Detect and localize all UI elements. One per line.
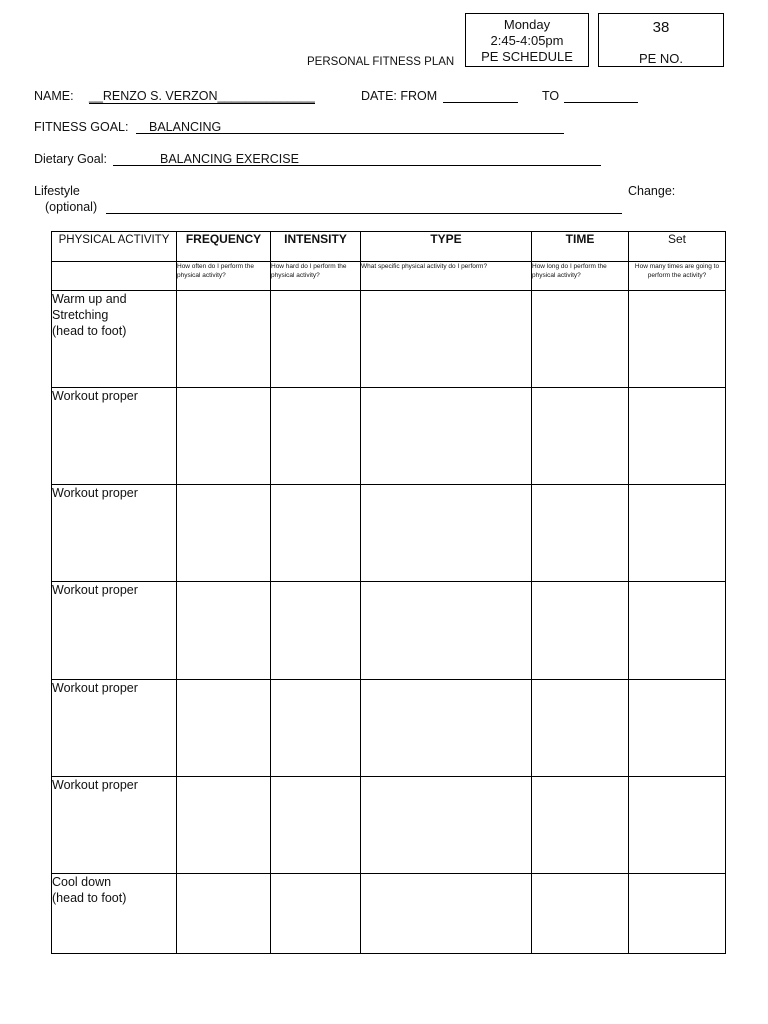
table-row [52,291,726,388]
dietary-goal-label: Dietary Goal: [34,152,107,166]
set-cell[interactable] [629,679,726,776]
type-cell[interactable] [361,776,532,873]
time-cell[interactable] [532,679,629,776]
schedule-label: PE SCHEDULE [481,49,573,64]
set-cell[interactable] [629,388,726,485]
name-value: __RENZO S. VERZON______________ [89,89,315,103]
subheader-type: What specific physical activity do I perform? [361,262,532,291]
fitness-plan-table [51,231,726,954]
pe-number: 38 [652,19,670,36]
table-row [52,776,726,873]
lifestyle-change-field[interactable] [106,200,622,214]
frequency-cell[interactable] [177,873,271,953]
type-cell[interactable] [361,873,532,953]
table-header-row [52,232,726,262]
type-cell[interactable] [361,485,532,582]
header-time: TIME [532,232,629,262]
time-cell[interactable] [532,776,629,873]
table-row [52,873,726,953]
intensity-cell[interactable] [271,291,361,388]
subheader-frequency: How often do I perform the physical activity? [177,262,271,291]
pe-schedule-box [465,13,589,67]
activity-workout-proper: Workout proper [52,776,177,873]
frequency-cell[interactable] [177,291,271,388]
frequency-cell[interactable] [177,388,271,485]
intensity-cell[interactable] [271,582,361,679]
time-cell[interactable] [532,291,629,388]
table-row [52,679,726,776]
optional-label: (optional) [45,200,98,214]
frequency-cell[interactable] [177,582,271,679]
date-to-label: TO [542,89,560,103]
intensity-cell[interactable] [271,776,361,873]
header-frequency: FREQUENCY [177,232,271,262]
subheader-time: How long do I perform the physical activity? [532,262,629,291]
intensity-cell[interactable] [271,485,361,582]
intensity-cell[interactable] [271,679,361,776]
subheader-set: How many times are going to perform the activity? [629,262,726,291]
activity-workout-proper: Workout proper [52,388,177,485]
frequency-cell[interactable] [177,679,271,776]
lifestyle-label: Lifestyle [34,184,80,198]
pe-number-box [598,13,724,67]
set-cell[interactable] [629,291,726,388]
schedule-time: 2:45-4:05pm [490,33,564,48]
time-cell[interactable] [532,485,629,582]
type-cell[interactable] [361,582,532,679]
header-intensity: INTENSITY [271,232,361,262]
type-cell[interactable] [361,291,532,388]
time-cell[interactable] [532,582,629,679]
pe-number-label: PE NO. [638,51,684,66]
activity-workout-proper: Workout proper [52,679,177,776]
fitness-goal-value: BALANCING [149,120,222,134]
table-subheader-row [52,262,726,291]
activity-warm-up: Warm up and Stretching (head to foot) [52,291,177,388]
fitness-goal-label: FITNESS GOAL: [34,120,129,134]
header-type: TYPE [361,232,532,262]
table-row [52,388,726,485]
schedule-day: Monday [503,17,551,32]
intensity-cell[interactable] [271,873,361,953]
type-cell[interactable] [361,679,532,776]
date-from-field[interactable] [443,90,518,103]
page-title: PERSONAL FITNESS PLAN [307,56,455,68]
activity-cool-down: Cool down (head to foot) [52,873,177,953]
set-cell[interactable] [629,582,726,679]
activity-workout-proper: Workout proper [52,582,177,679]
table-row [52,485,726,582]
type-cell[interactable] [361,388,532,485]
header-set: Set [629,232,726,262]
set-cell[interactable] [629,873,726,953]
table-row [52,582,726,679]
date-to-field[interactable] [564,90,638,103]
header-physical-activity: PHYSICAL ACTIVITY [52,232,177,262]
activity-workout-proper: Workout proper [52,485,177,582]
intensity-cell[interactable] [271,388,361,485]
frequency-cell[interactable] [177,485,271,582]
change-label: Change: [628,184,676,198]
frequency-cell[interactable] [177,776,271,873]
dietary-goal-value: BALANCING EXERCISE [160,152,299,166]
name-label: NAME: [34,89,74,103]
set-cell[interactable] [629,776,726,873]
subheader-intensity: How hard do I perform the physical activity? [271,262,361,291]
date-from-label: DATE: FROM [361,89,438,103]
time-cell[interactable] [532,873,629,953]
time-cell[interactable] [532,388,629,485]
set-cell[interactable] [629,485,726,582]
subheader-activity [52,262,177,291]
